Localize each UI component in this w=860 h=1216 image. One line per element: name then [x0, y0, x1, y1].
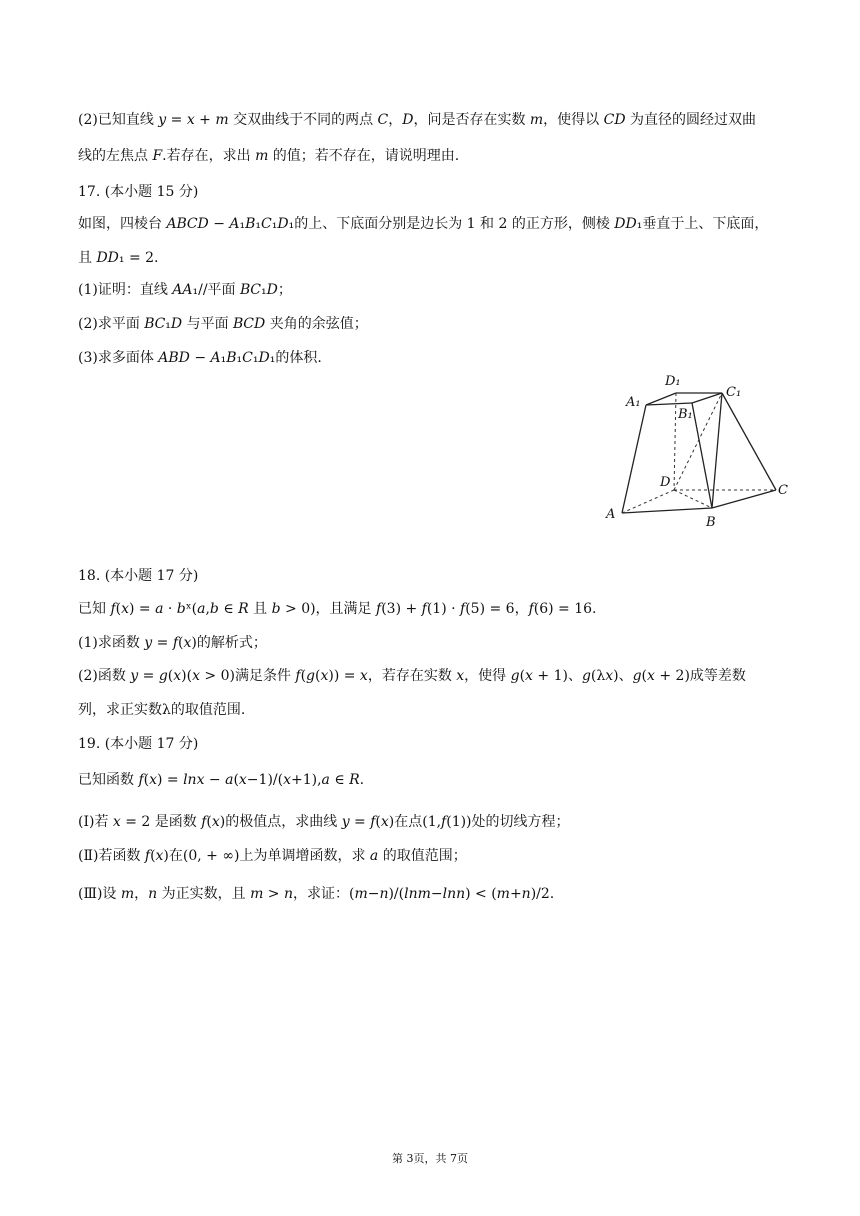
- label-a: A: [606, 507, 616, 522]
- line-4: 如图，四棱台 𝐴𝐵𝐶𝐷 − 𝐴₁𝐵₁𝐶₁𝐷₁的上、下底面分别是边长为 1 和 2 的正方形，侧棱 𝐷𝐷₁垂直于上、下底面，: [78, 216, 769, 232]
- frustum-figure: [600, 368, 800, 534]
- label-c: C: [778, 483, 788, 498]
- line-10: 已知 𝑓(𝑥) = 𝑎 · 𝑏ˣ(𝑎,𝑏 ∈ 𝑅 且 𝑏 > 0)，且满足 𝑓(3) + 𝑓(1) · 𝑓(5) = 6，𝑓(6) = 16.: [78, 601, 597, 617]
- line-13: 列，求正实数λ的取值范围.: [78, 702, 246, 718]
- label-d1: D₁: [665, 374, 681, 389]
- line-12: (2)函数 𝑦 = 𝑔(𝑥)(𝑥 > 0)满足条件 𝑓(𝑔(𝑥)) = 𝑥，若存在实数 𝑥，使得 𝑔(𝑥 + 1)、𝑔(λ𝑥)、𝑔(𝑥 + 2)成等差数: [78, 668, 746, 684]
- line-1: (2)已知直线 𝑦 = 𝑥 + 𝑚 交双曲线于不同的两点 𝐶，𝐷，问是否存在实数 𝑚，使得以 𝐶𝐷 为直径的圆经过双曲: [78, 112, 757, 128]
- problem-17-heading: 17. (本小题 15 分): [78, 184, 199, 200]
- problem-19-heading: 19. (本小题 17 分): [78, 736, 199, 752]
- line-11: (1)求函数 𝑦 = 𝑓(𝑥)的解析式；: [78, 635, 267, 651]
- line-18: (Ⅲ)设 𝑚，𝑛 为正实数，且 𝑚 > 𝑛，求证：(𝑚−𝑛)/(𝑙𝑛𝑚−𝑙𝑛𝑛) < (𝑚+𝑛)/2.: [78, 886, 555, 902]
- line-5: 且 𝐷𝐷₁ = 2.: [78, 250, 159, 266]
- line-2: 线的左焦点 𝐹.若存在，求出 𝑚 的值；若不存在，请说明理由.: [78, 148, 460, 164]
- label-b1: B₁: [678, 407, 693, 422]
- label-d: D: [660, 475, 671, 490]
- label-a1: A₁: [626, 395, 641, 410]
- line-17: (Ⅱ)若函数 𝑓(𝑥)在(0, + ∞)上为单调增函数，求 𝑎 的取值范围；: [78, 848, 467, 864]
- label-c1: C₁: [726, 385, 742, 400]
- line-6: (1)证明：直线 𝐴𝐴₁//平面 𝐵𝐶₁𝐷；: [78, 282, 292, 298]
- label-b: B: [706, 515, 716, 530]
- line-7: (2)求平面 𝐵𝐶₁𝐷 与平面 𝐵𝐶𝐷 夹角的余弦值；: [78, 316, 368, 332]
- problem-18-heading: 18. (本小题 17 分): [78, 568, 199, 584]
- line-16: (Ⅰ)若 𝑥 = 2 是函数 𝑓(𝑥)的极值点，求曲线 𝑦 = 𝑓(𝑥)在点(1,𝑓(1))处的切线方程；: [78, 814, 570, 830]
- line-8: (3)求多面体 𝐴𝐵𝐷 − 𝐴₁𝐵₁𝐶₁𝐷₁的体积.: [78, 350, 322, 366]
- line-15: 已知函数 𝑓(𝑥) = 𝑙𝑛𝑥 − 𝑎(𝑥−1)/(𝑥+1),𝑎 ∈ 𝑅.: [78, 772, 365, 788]
- page-footer: 第 3页，共 7页: [392, 1152, 468, 1165]
